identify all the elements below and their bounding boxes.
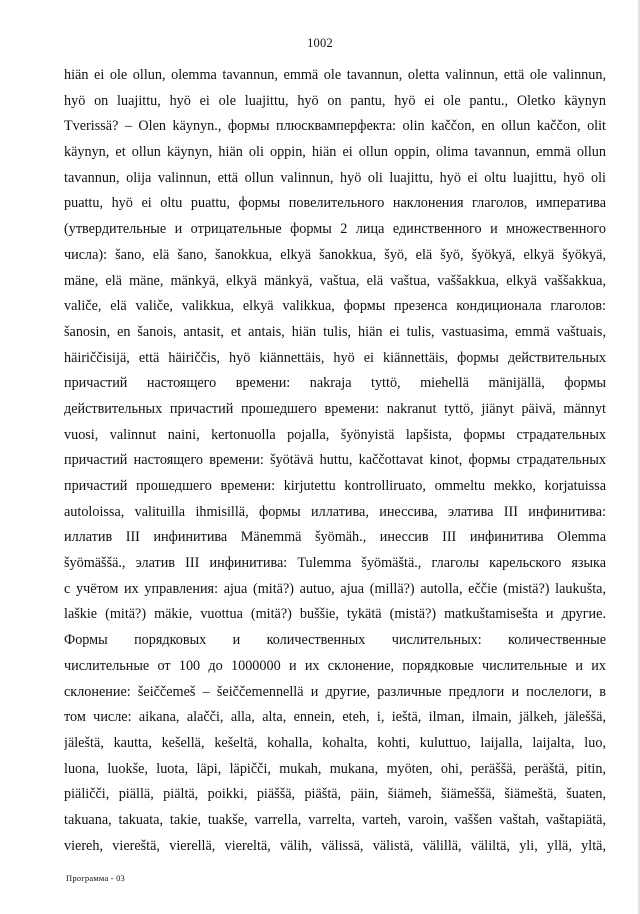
text-line: склонение: šeiččemeš – šeiččemennellä и другие, различные предлоги и послелоги, в — [64, 683, 606, 700]
text-line: том числе: aikana, alačči, alla, alta, ennein, eteh, i, ieštä, ilman, ilmain, jälkeh, jäleššä, — [64, 709, 606, 726]
text-line: piäličči, piällä, piältä, poikki, piäššä, piäštä, päin, šiämeh, šiämeššä, šiämeštä, šuaten, — [64, 786, 606, 803]
page-footer: Программа - 03 — [66, 873, 126, 883]
text-line: иллатив III инфинитива Mänemmä šyömäh., инессив III инфинитива Olemma — [64, 529, 606, 546]
text-line: viereh, viereštä, vierellä, viereltä, välih, välissä, välistä, välillä, väliltä, yli, yllä, yltä, — [64, 837, 606, 854]
text-line: puattu, hyö ei oltu puattu, формы повелительного наклонения глаголов, императива — [64, 195, 606, 212]
text-line: причастий настоящего времени: nakraja tyttö, miehellä mänijällä, формы — [64, 375, 606, 392]
document-body — [64, 63, 606, 859]
text-line: действительных причастий прошедшего времени: nakranut tyttö, jiänyt päivä, männyt — [64, 400, 606, 417]
text-line: käynyn, et ollun käynyn, hiän oli oppin, hiän ei ollun oppin, olima tavannun, emmä ollun — [64, 144, 606, 161]
text-line: hyö on luajittu, hyö ei ole luajittu, hyö on pantu, hyö ei ole pantu., Oletko käynyn — [64, 92, 606, 109]
text-line: tavannun, olija valinnun, että ollun valinnun, hyö oli luajittu, hyö ei oltu luajittu, hyö oli — [64, 169, 606, 186]
text-line: laškie (mitä?) mäkie, vuottua (mitä?) buššie, tykätä (mistä?) matkuštamisešta и другие. — [64, 606, 606, 623]
text-line: šanosin, en šanois, antasit, et antais, hiän tulis, hiän ei tulis, vastuasima, emmä vaštuais, — [64, 323, 606, 340]
text-line: (утвердительные и отрицательные формы 2 лица единственного и множественного — [64, 221, 606, 238]
text-line: причастий прошедшего времени: kirjutettu kontrolliruato, ommeltu mekko, korjatuissa — [64, 478, 606, 494]
text-line: Формы порядковых и количественных числительных: количественные — [64, 632, 606, 649]
text-line: jäleštä, kautta, kešellä, kešeltä, kohalla, kohalta, kohti, kuluttuo, laijalla, laijalta, luo, — [64, 734, 606, 751]
text-line: autoloissa, valituilla ihmisillä, формы иллатива, инессива, элатива III инфинитива: — [64, 503, 606, 520]
text-line: Tverissä? – Olen käynyn., формы плюсквамперфекта: olin kaččon, en ollun kaččon, olit — [64, 118, 606, 135]
text-line: valiče, elä valiče, valikkua, elkyä valikkua, формы презенса кондиционала глаголов: — [64, 298, 606, 315]
text-line: числительные от 100 до 1000000 и их склонение, порядковые числительные и их — [64, 657, 606, 674]
text-line: vuosi, valinnut naini, kertonuolla pojalla, šyönyistä lapšista, формы страдательных — [64, 426, 606, 443]
text-line: šyömäššä., элатив III инфинитива: Tulemma šyömäštä., глаголы карельского языка — [64, 555, 606, 572]
text-line: takuana, takuata, takie, tuakše, varrella, varrelta, varteh, varoin, vaššen vaštah, vaštapiätä, — [64, 811, 606, 828]
text-line: числа): šano, elä šano, šanokkua, elkyä šanokkua, šyö, elä šyö, šyökyä, elkyä šyökyä, — [64, 246, 606, 263]
text-line: hiän ei ole ollun, olemma tavannun, emmä ole tavannun, oletta valinnun, että ole valinnun, — [64, 67, 606, 83]
text-line: häiriččisijä, että häiriččis, hyö kiännettäis, hyö ei kiännettäis, формы действительных — [64, 349, 606, 366]
text-line: причастий настоящего времени: šyötävä huttu, kaččottavat kinot, формы страдательных — [64, 452, 606, 469]
page-number: 1002 — [307, 36, 333, 50]
text-line: с учётом их управления: ajua (mitä?) autuo, ajua (millä?) autolla, eččie (mistä?) laukušta, — [64, 580, 606, 597]
text-line: luona, luokše, luota, läpi, läpičči, mukah, mukana, myöten, ohi, peräššä, peräštä, pitin, — [64, 760, 606, 777]
text-line: mäne, elä mäne, mänkyä, elkyä mänkyä, vaštua, elä vaštua, vaššakkua, elkyä vaššakkua, — [64, 272, 606, 289]
